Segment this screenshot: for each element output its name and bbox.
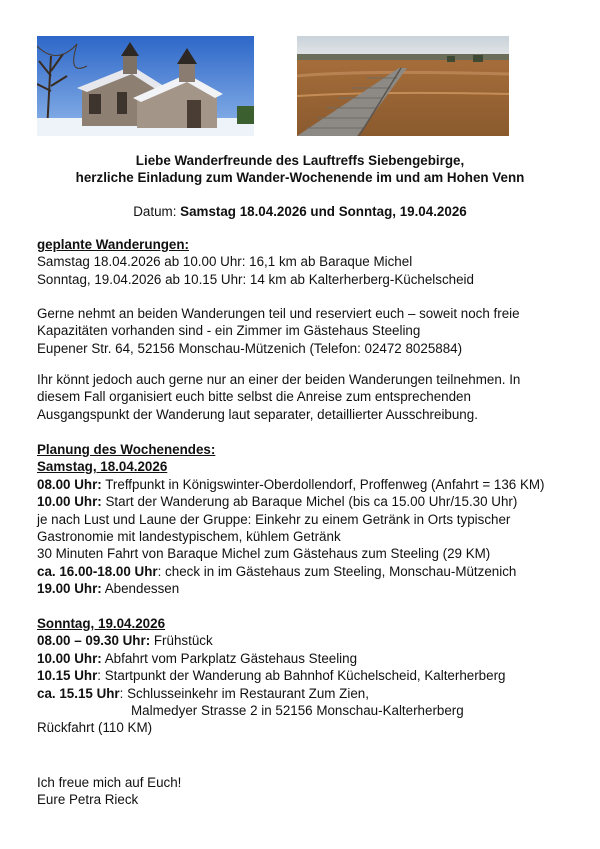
schedule-time: 10.00 Uhr: <box>37 650 102 666</box>
title-line-1: Liebe Wanderfreunde des Lauftreffs Siebengebirge, <box>135 153 465 168</box>
paragraph-line: Ihr könnt jedoch auch gerne nur an einer der beiden Wanderungen teilnehmen. In <box>37 372 521 387</box>
venn-boardwalk-photo <box>297 36 509 136</box>
closing <box>37 774 582 809</box>
schedule-text: : check in im Gästehaus zum Steeling, Monschau-Mützenich <box>157 563 517 579</box>
schedule-time: 08.00 – 09.30 Uhr: <box>37 633 151 649</box>
schedule-text: je nach Lust und Laune der Gruppe: Einkehr zu einem Getränk in Orts typischer <box>37 511 511 527</box>
restaurant-address: Malmedyer Strasse 2 in 52156 Monschau-Kalterherberg <box>131 703 464 719</box>
schedule-text: : Schlusseinkehr im Restaurant Zum Zien, <box>119 685 369 701</box>
schedule-text: 30 Minuten Fahrt von Baraque Michel zum Gästehaus zum Steeling (29 KM) <box>37 546 491 562</box>
paragraph-line: Eupener Str. 64, 52156 Monschau-Mützenich (Telefon: 02472 8025884) <box>37 340 463 356</box>
paragraph-line: Gerne nehmt an beiden Wanderungen teil und reserviert euch – soweit noch freie <box>37 306 520 321</box>
schedule-time: 10.00 Uhr: <box>37 494 102 510</box>
schedule-text: Abendessen <box>101 581 180 597</box>
chapel-photo <box>37 36 254 136</box>
hike-item-sunday: Sonntag, 19.04.2026 ab 10.15 Uhr: 14 km ab Kalterherberg-Küchelscheid <box>37 271 474 287</box>
date-label: Datum: <box>133 204 181 219</box>
closing-signature: Eure Petra Rieck <box>37 792 139 808</box>
schedule-row <box>37 563 582 580</box>
schedule-row <box>37 493 582 510</box>
schedule-row <box>37 580 582 597</box>
hike-item-saturday: Samstag 18.04.2026 ab 10.00 Uhr: 16,1 km ab Baraque Michel <box>37 254 413 270</box>
schedule-row <box>37 650 582 667</box>
date-line <box>0 204 600 219</box>
schedule-row <box>37 667 582 684</box>
schedule-text: Treffpunkt in Königswinter-Oberdollendorf, Proffenweg (Anfahrt = 136 KM) <box>101 476 545 492</box>
schedule-row <box>37 476 582 493</box>
schedule-text: Abfahrt vom Parkplatz Gästehaus Steeling <box>101 650 358 666</box>
schedule-row <box>37 632 582 649</box>
paragraph-line: Kapazitäten vorhanden sind - ein Zimmer im Gästehaus Steeling <box>37 323 421 339</box>
accommodation-paragraph <box>37 305 582 357</box>
return-trip: Rückfahrt (110 KM) <box>37 720 153 736</box>
invitation-title <box>0 152 600 186</box>
paragraph-line: Ausgangspunkt der Wanderung laut separater, detaillierter Ausschreibung. <box>37 406 478 422</box>
schedule-time: 10.15 Uhr <box>37 668 98 684</box>
schedule-text: : Startpunkt der Wanderung ab Bahnhof Küchelscheid, Kalterherberg <box>97 668 506 684</box>
saturday-heading: Samstag, 18.04.2026 <box>37 459 168 475</box>
planned-hikes-heading: geplante Wanderungen: <box>37 237 190 252</box>
title-line-2: herzliche Einladung zum Wander-Wochenende im und am Hohen Venn <box>75 170 525 185</box>
schedule-row <box>37 685 582 702</box>
schedule-text: Start der Wanderung ab Baraque Michel (bis ca 15.00 Uhr/15.30 Uhr) <box>101 494 518 510</box>
schedule-time: 08.00 Uhr: <box>37 476 102 492</box>
schedule-text: Gastronomie mit landestypischem, kühlem Getränk <box>37 529 341 545</box>
schedule-row <box>37 511 582 528</box>
sunday-plan <box>37 615 582 737</box>
closing-greeting: Ich freue mich auf Euch! <box>37 775 182 790</box>
sunday-heading: Sonntag, 19.04.2026 <box>37 616 166 631</box>
schedule-time: ca. 16.00-18.00 Uhr <box>37 563 158 579</box>
single-hike-paragraph <box>37 371 582 423</box>
weekend-plan <box>37 441 582 598</box>
paragraph-line: diesem Fall organisiert euch bitte selbst die Anreise zum entsprechenden <box>37 389 471 405</box>
schedule-time: ca. 15.15 Uhr <box>37 685 120 701</box>
date-value: Samstag 18.04.2026 und Sonntag, 19.04.2026 <box>180 204 467 219</box>
schedule-text: Frühstück <box>150 633 213 649</box>
weekend-plan-heading: Planung des Wochenendes: <box>37 442 216 457</box>
schedule-time: 19.00 Uhr: <box>37 581 102 597</box>
planned-hikes <box>37 236 582 288</box>
schedule-row <box>37 545 582 562</box>
schedule-row <box>37 528 582 545</box>
